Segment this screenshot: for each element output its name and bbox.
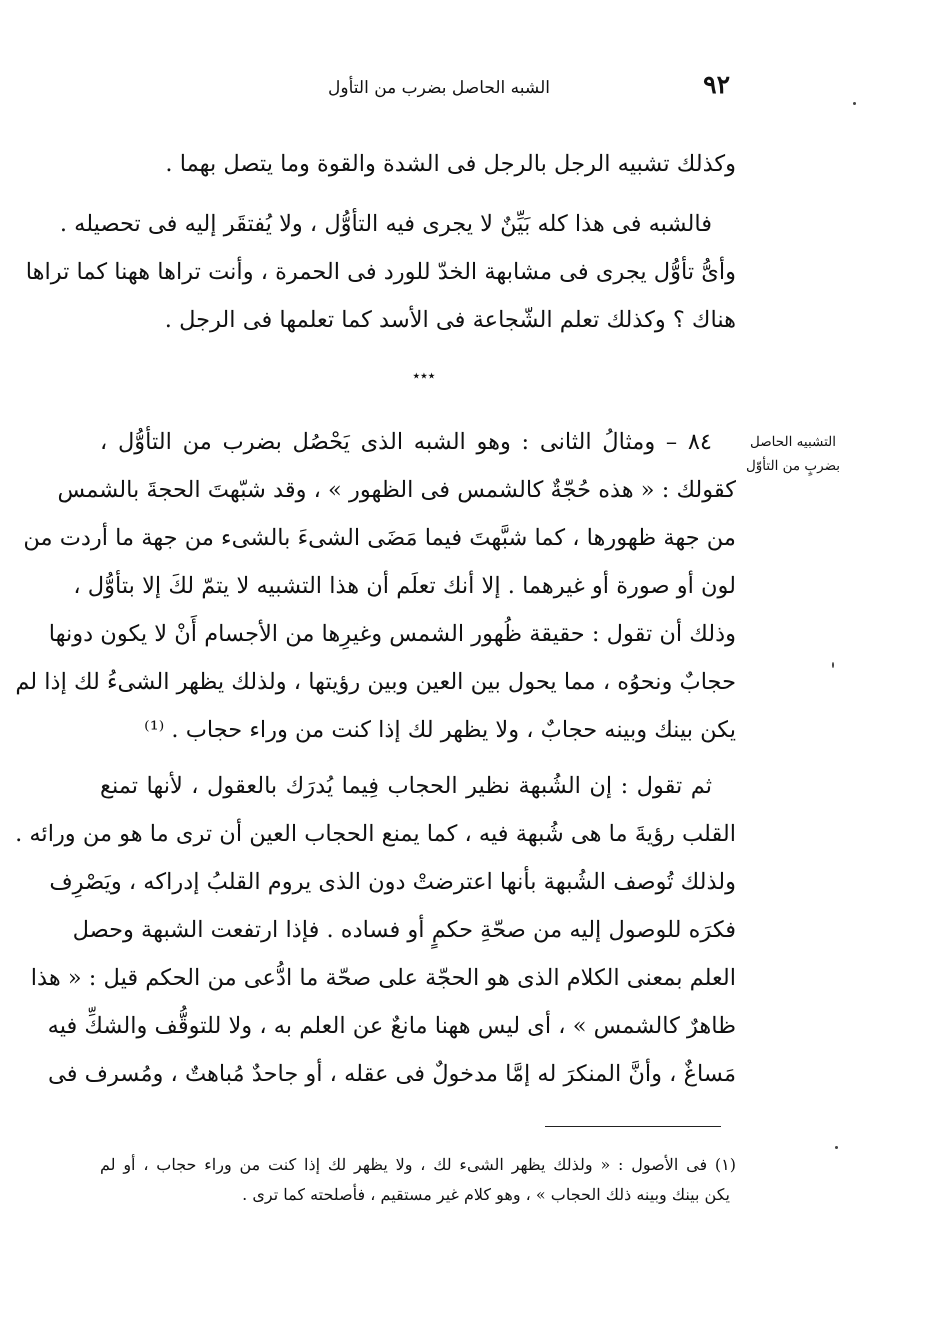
text-line: ولذلك تُوصف الشُبهة بأنها اعترضتْ دون الذى يروم القلبُ إدراكه ، ويَصْرِف xyxy=(49,869,736,895)
text-line: من جهة ظهورها ، كما شبَّهتَ فيما مَضَى الشىءَ بالشىء من جهة ما أردت من xyxy=(23,525,736,551)
text-line: القلب رؤيةَ ما هى شُبهة فيه ، كما يمنع الحجاب العين أن ترى ما هو من ورائه . xyxy=(15,821,736,847)
text-line: العلم بمعنى الكلام الذى هو الحجّة على صحّة ما ادُّعى من الحكم قيل : « هذا xyxy=(30,965,736,991)
running-title: الشبه الحاصل بضرب من التأول xyxy=(328,78,550,98)
text-line: وكذلك تشبيه الرجل بالرجل فى الشدة والقوة وما يتصل بهما . xyxy=(165,151,736,177)
text-line: فكرَه للوصول إليه من صحّةِ حكمٍ أو فساده . فإذا ارتفعت الشبهة وحصل xyxy=(72,917,736,943)
margin-note-line: بضربٍ من التأوّل xyxy=(745,458,841,474)
footnote-line: يكن بينك وبينه ذلك الحجاب » ، وهو كلام غير مستقيم ، فأصلحته كما ترى . xyxy=(242,1185,730,1204)
footnote-line: (١) فى الأصول : « ولذلك يظهر الشىء لك ، ولا يظهر لك إذا كنت من وراء حجاب ، أو لم xyxy=(100,1155,736,1174)
scan-speck xyxy=(835,1146,838,1149)
text-line: لون أو صورة أو غيرهما . إلا أنك تعلَم أن هذا التشبيه لا يتمّ لكَ إلا بتأوُّل ، xyxy=(73,573,736,599)
text-line: يكن بينك وبينه حجابٌ ، ولا يظهر لك إذا كنت من وراء حجاب . ⁽¹⁾ xyxy=(144,717,736,743)
text-line: ٨٤ – ومثالُ الثانى : وهو الشبه الذى يَحْصُل بضرب من التأوُّل ، xyxy=(100,429,712,455)
margin-note xyxy=(742,430,844,478)
text-line: فالشبه فى هذا كله بَيِّنٌ لا يجرى فيه التأوُّل ، ولا يُفتقَر إليه فى تحصيله . xyxy=(59,211,712,237)
section-separator: ٭٭٭ xyxy=(412,368,436,384)
text-line: مَساغٌ ، وأنَّ المنكرَ له إمَّا مدخولٌ فى عقله ، أو جاحدٌ مُباهتٌ ، ومُسرف فى xyxy=(48,1061,736,1087)
page-header xyxy=(320,70,730,110)
scan-speck xyxy=(832,662,834,668)
margin-note-line: التشبيه الحاصل xyxy=(749,434,837,450)
text-line: وذلك أن تقول : حقيقة ظُهور الشمس وغيرِها من الأجسام أَنْ لا يكون دونها xyxy=(48,621,736,647)
text-line: ظاهرٌ كالشمس » ، أى ليس ههنا مانعٌ عن العلم به ، ولا للتوقُّف والشكِّ فيه xyxy=(47,1013,736,1039)
text-line: حجابٌ ونحوُه ، مما يحول بين العين وبين رؤيتها ، ولذلك يظهر الشىءُ لك إذا لم xyxy=(15,669,736,695)
text-line: هناك ؟ وكذلك تعلم الشّجاعة فى الأسد كما تعلمها فى الرجل . xyxy=(164,307,736,333)
page-number: ٩٢ xyxy=(703,70,730,99)
footnote-divider xyxy=(545,1126,721,1127)
text-line: وأىُّ تأوُّل يجرى فى مشابهة الخدّ للورد فى الحمرة ، وأنت تراها ههنا كما تراها xyxy=(25,259,736,285)
text-line: ثم تقول : إن الشُبهة نظير الحجاب فِيما يُدرَك بالعقول ، لأنها تمنع xyxy=(100,773,712,799)
scan-speck xyxy=(853,102,856,105)
text-line: كقولك : « هذه حُجّةٌ كالشمس فى الظهور » ، وقد شبّهتَ الحجةَ بالشمس xyxy=(57,477,736,503)
